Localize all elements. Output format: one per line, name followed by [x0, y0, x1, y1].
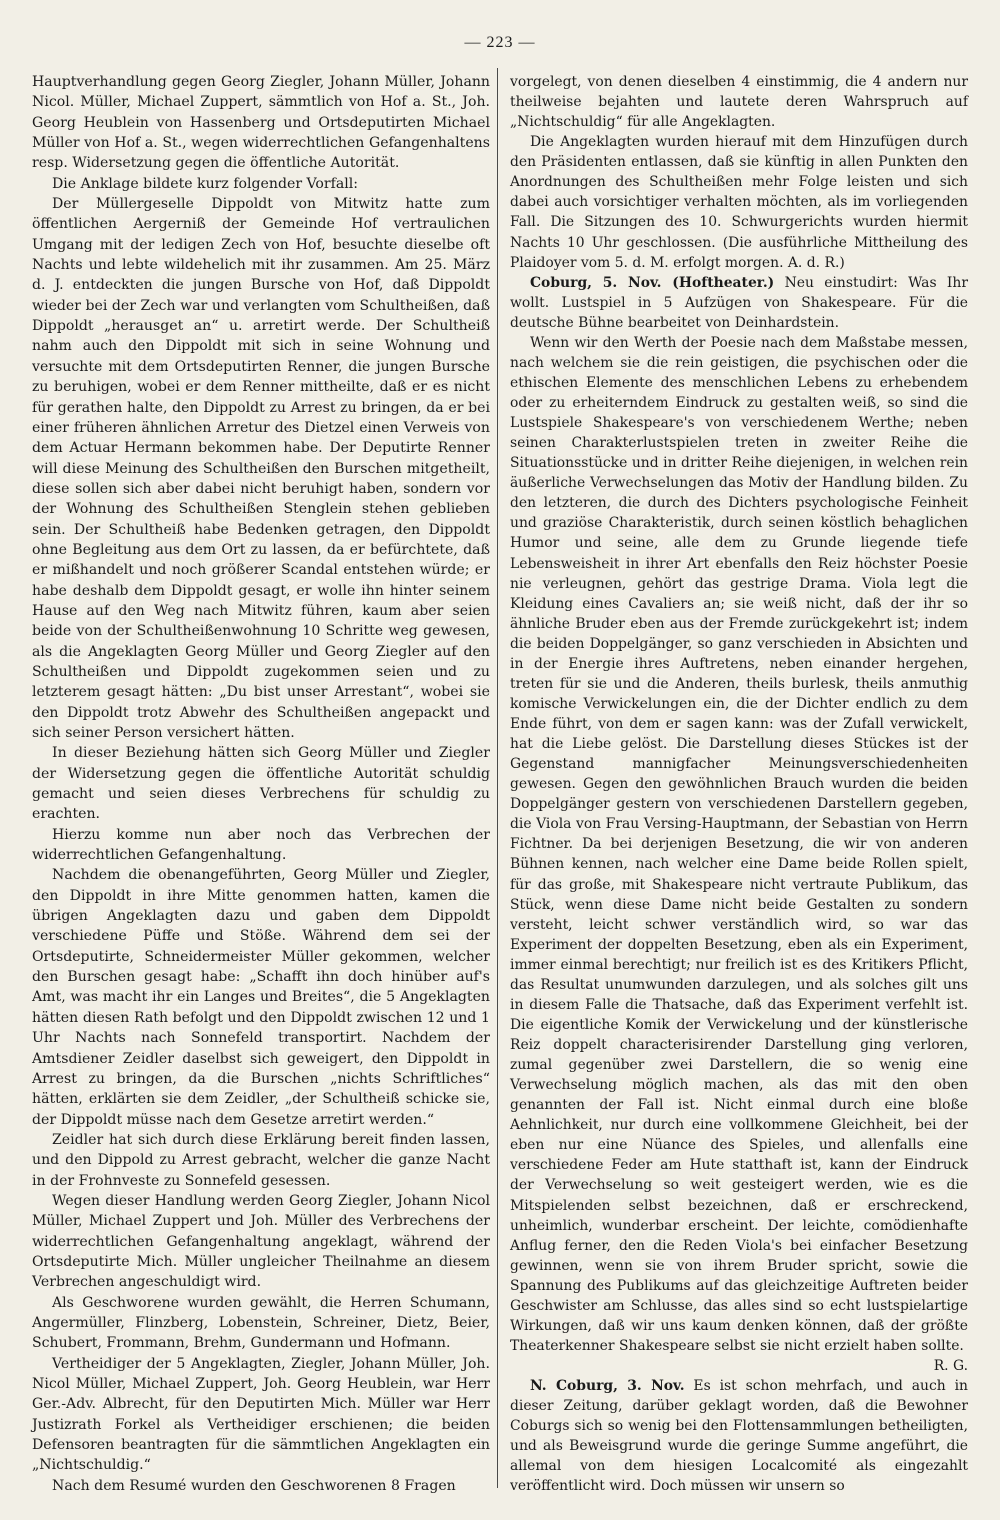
article-paragraph: Zeidler hat sich durch diese Erklärung bereit finden lassen, und den Dippold zu Arrest gebracht, welcher die ganze Nacht in der Frohnveste zu Sonnefeld gesessen.: [32, 1131, 490, 1189]
theater-intro: Neu einstudirt: Was Ihr wollt. Lustspiel in 5 Aufzügen von Shakespeare. Für die deutsche Bühne bearbeitet von Deinhardstein.: [510, 274, 968, 331]
article-paragraph: Wegen dieser Handlung werden Georg Ziegler, Johann Nicol Müller, Michael Zuppert und Joh. Müller des Verbrechens der widerrechtlichen Gefangenhaltung angeklagt, während der Ortsdeputirte Mich. Müller ungleicher Theilnahme an diesem Verbrechen angeschuldigt wird.: [32, 1192, 490, 1291]
article-paragraph: Nach dem Resumé wurden den Geschworenen 8 Fragen: [52, 1477, 456, 1494]
article-paragraph: Die Angeklagten wurden hierauf mit dem Hinzufügen durch den Präsidenten entlassen, daß sie künftig in allen Punkten den Anordnungen des Schultheißen mehr Folge leisten und sich dabei auch vorsichtiger verhalten möchten, als im vorliegenden Fall. Die Sitzungen des 10. Schwurgerichts wurden hiermit Nachts 10 Uhr geschlossen. (Die ausführliche Mittheilung des Plaidoyer vom 5. d. M. erfolgt morgen. A. d. R.): [510, 134, 968, 271]
article-paragraph: Vertheidiger der 5 Angeklagten, Ziegler, Johann Müller, Joh. Nicol Müller, Michael Zuppert, Joh. Georg Heublein, war Herr Ger.-Adv. Albrecht, für den Deputirten Mich. Müller war Herr Justizrath Forkel als Vertheidiger erschienen; die beiden Defensoren beantragten für die sämmtlichen Angeklagten ein „Nichtschuldig.“: [32, 1355, 490, 1474]
right-column: [510, 72, 968, 1496]
article-paragraph: Der Müllergeselle Dippoldt von Mitwitz hatte zum öffentlichen Aergerniß der Gemeinde Hof vertraulichen Umgang mit der ledigen Zech von Hof, besuchte dieselbe oft Nachts und lebte wildehelich mit ihr zusammen. Am 25. März d. J. entdeckten die jungen Bursche von Hof, daß Dippoldt wieder bei der Zech war und verlangten vom Schultheißen, daß Dippoldt „herausget an“ u. arretirt werde. Der Schultheiß nahm auch den Dippoldt mit sich in seine Wohnung und versuchte mit dem Ortsdeputirten Renner, die jungen Bursche zu beruhigen, wobei er dem Renner mittheilte, daß er es nicht für gerathen halte, den Dippoldt zu Arrest zu bringen, da er bei einer früheren ähnlichen Arretur des Dietzel einen Verweis von dem Actuar Hermann bekommen habe. Der Deputirte Renner will diese Meinung des Schultheißen den Burschen mitgetheilt, diese sollen sich aber dabei nicht beruhigt haben, sondern vor der Wohnung des Schultheißen Stenglein stehen geblieben sein. Der Schultheiß habe Bedenken getragen, den Dippoldt ohne Begleitung aus dem Ort zu lassen, da er befürchtete, daß er mißhandelt und noch größerer Scandal entstehen würde; er habe deshalb dem Dippoldt gesagt, er wolle ihn hinter seinem Hause auf den Weg nach Mitwitz führen, kaum aber seien beide von der Schultheißenwohnung 10 Schritte weg gewesen, als die Angeklagten Georg Müller und Georg Ziegler auf den Schultheißen und Dippoldt zugekommen seien und zu letzterem gesagt hätten: „Du bist unser Arrestant“, wobei sie den Dippoldt trotz Abwehr des Schultheißen angepackt und sich seiner Person versichert hätten.: [32, 196, 490, 741]
article-paragraph: Hierzu komme nun aber noch das Verbrechen der widerrechtlichen Gefangenhaltung.: [32, 826, 490, 864]
theater-dateline: Coburg, 5. Nov. (Hoftheater.): [530, 274, 775, 291]
article-paragraph: In dieser Beziehung hätten sich Georg Müller und Ziegler der Widersetzung gegen die öffentliche Autorität schuldig gemacht und seien dieses Verbrechens für schuldig zu erachten.: [32, 745, 490, 823]
article-paragraph: Wenn wir den Werth der Poesie nach dem Maßstabe messen, nach welchem sie die rein geistigen, die psychischen oder die ethischen Elemente des menschlichen Lebens zu erhebendem oder zu erheiterndem Eindruck zu gestalten weiß, so sind die Lustspiele Shakespeare's von verschiedenem Werthe; neben seinen Charakterlustspielen treten in zweiter Reihe die Situationsstücke und in dritter Reihe diejenigen, in welchen rein äußerliche Verwechselungen das Motiv der Handlung bilden. Zu den letzteren, die durch des Dichters psychologische Feinheit und graziöse Charakteristik, durch seinen köstlich behaglichen Humor und seine, alle dem zu Grunde liegende tiefe Lebensweisheit in ihrer Art ebenfalls den Reiz höchster Poesie nie verleugnen, gehört das gestrige Drama. Viola legt die Kleidung eines Cavaliers an; sie weiß nicht, daß der ihr so ähnliche Bruder eben aus der Fremde zurückgekehrt ist; indem die beiden Doppelgänger, so ganz verschieden in Absichten und in der Energie ihres Auftretens, neben einander hergehen, treten für sie und die Anderen, theils burlesk, theils anmuthig komische Verwickelungen ein, die der Dichter endlich zu dem Ende führt, von dem er sagen kann: was der Zufall verwickelt, hat die Liebe gelöst. Die Darstellung dieses Stückes ist der Gegenstand mannigfacher Meinungsverschiedenheiten gewesen. Gegen den gewöhnlichen Brauch wurden die beiden Doppelgänger gestern von verschiedenen Darstellern gegeben, die Viola von Frau Versing-Hauptmann, der Sebastian von Herrn Fichtner. Da bei derjenigen Besetzung, die wir von anderen Bühnen kennen, nach welcher eine Dame beide Rollen spielt, für das große, mit Shakespeare nicht vertraute Publikum, das Stück, wenn diese Dame nicht beide Gestalten zu sondern versteht, leicht schwer verständlich wird, so war das Experiment der doppelten Besetzung, eben als ein Experiment, immer einmal berechtigt; nur freilich ist es des Kritikers Pflicht, das Resultat unumwunden darzulegen, und als solches gilt uns in diesem Falle die Thatsache, daß das Experiment verfehlt ist. Die eigentliche Komik der Verwickelung und der künstlerische Reiz doppelt characterisirender Darstellung ging verloren, zumal gegenüber zwei Darstellern, die so wenig eine Verwechselung möglich machen, als das mit den oben genannten der Fall ist. Nicht einmal durch eine bloße Aehnlichkeit, nur durch eine vollkommene Gleichheit, bei der eben nur eine Nüance des Spieles, und allenfalls eine verschiedene Feder am Hute statthaft ist, kann der Eindruck der Verwechselung so weit gesteigert werden, wie es die Mitspielenden selbst bezeichnen, daß er erschreckend, unheimlich, wunderbar erscheint. Der leichte, comödienhafte Anflug ferner, den die Reden Viola's bei einfacher Besetzung gewinnen, wenn sie von ihrem Bruder spricht, sowie die Spannung des Publikums auf das gleichzeitige Auftreten beider Geschwister am Schlusse, das alles sind so echt lustspielartige Wirkungen, daß wir uns kaum denken können, daß der größte Theaterkenner Shakespeare selbst sie nicht erzielt haben sollte.: [510, 334, 968, 1354]
left-column: [32, 72, 490, 1496]
article-paragraph: vorgelegt, von denen dieselben 4 einstimmig, die 4 andern nur theilweise bejahten und lautete deren Wahrspruch auf „Nichtschuldig“ für alle Angeklagten.: [510, 74, 968, 131]
article-paragraph: Als Geschworene wurden gewählt, die Herren Schumann, Angermüller, Flinzberg, Lobenstein, Schreiner, Dietz, Beier, Schubert, Frommann, Brehm, Gundermann und Hofmann.: [32, 1294, 490, 1352]
article-paragraph: Nachdem die obenangeführten, Georg Müller und Ziegler, den Dippoldt in ihre Mitte genommen hatten, kamen die übrigen Angeklagten dazu und gaben dem Dippoldt verschiedene Püffe und Stöße. Während dem sei der Ortsdeputirte, Schneidermeister Müller gekommen, welcher den Burschen gesagt habe: „Schafft ihn doch hinüber auf's Amt, was macht ihr ein Langes und Breites“, die 5 Angeklagten hätten diesen Rath befolgt und den Dippoldt zwischen 12 und 1 Uhr Nachts nach Sonnefeld transportirt. Nachdem der Amtsdiener Zeidler daselbst sich geweigert, den Dippoldt in Arrest zu bringen, da die Burschen „nichts Schriftliches“ hätten, erklärten sie dem Zeidler, „der Schultheiß schicke sie, der Dippoldt müsse nach dem Gesetze arretirt werden.“: [32, 867, 490, 1128]
article-paragraph: Hauptverhandlung gegen Georg Ziegler, Johann Müller, Johann Nicol. Müller, Michael Zuppert, sämmtlich von Hof a. St., Joh. Georg Heublein von Hassenberg und Ortsdeputirten Michael Müller von Hof a. St., wegen widerrechtlichen Gefangenhaltens resp. Widersetzung gegen die öffentliche Autorität.: [32, 74, 490, 172]
page-number: — 223 —: [464, 34, 536, 51]
news-body: Es ist schon mehrfach, und auch in dieser Zeitung, darüber geklagt worden, daß die Bewohner Coburgs sich so wenig bei den Flottensammlungen betheiligten, und als Beweisgrund wurde die geringe Summe angeführt, die allemal von dem hiesigen Localcomité als eingezahlt veröffentlicht wird. Doch müssen wir unsern so: [510, 1378, 969, 1495]
author-signature: R. G.: [933, 1358, 968, 1374]
theater-review-heading: [510, 273, 968, 333]
news-dateline: N. Coburg, 3. Nov.: [530, 1378, 685, 1395]
news-item: [510, 1376, 968, 1496]
article-paragraph: Die Anklage bildete kurz folgender Vorfall:: [52, 175, 359, 192]
column-divider: [497, 68, 498, 1488]
